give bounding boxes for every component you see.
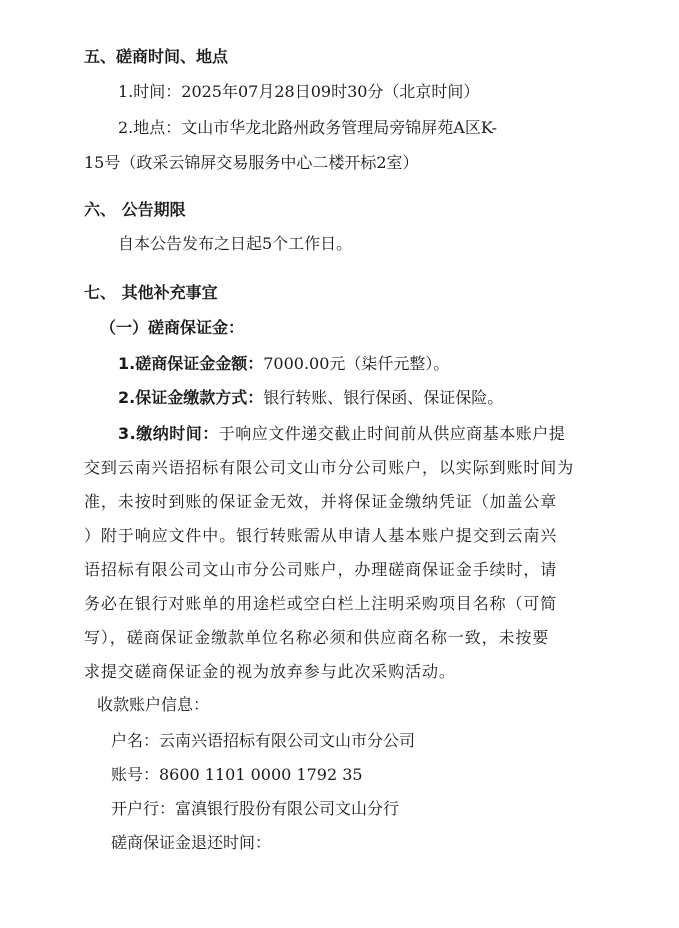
account-name: 户名：云南兴语招标有限公司文山市分公司 [111, 731, 416, 750]
section5-heading: 五、磋商时间、地点 [84, 47, 229, 66]
section6-heading: 六、 公告期限 [84, 200, 186, 219]
deposit-item2-label: 2.保证金缴款方式： [118, 388, 264, 407]
deposit-item2-text: 银行转账、银行保函、保证保险。 [263, 388, 504, 407]
deposit-item3-line: 求提交磋商保证金的视为放弃参与此次采购活动。 [84, 662, 456, 681]
section6-text: 自本公告发布之日起5个工作日。 [118, 234, 353, 253]
deposit-item1-label: 1.磋商保证金金额： [118, 354, 264, 373]
deposit-sub-heading: （一）磋商保证金： [100, 318, 245, 337]
section7-heading: 七、 其他补充事宜 [84, 283, 218, 302]
deposit-item3-line: 语招标有限公司文山市分公司账户，办理磋商保证金手续时，请 [84, 560, 558, 579]
deposit-item3-line: ）附于响应文件中。银行转账需从申请人基本账户提交到云南兴 [84, 526, 558, 545]
section5-place-line2: 15号（政采云锦屏交易服务中心二楼开标2室） [84, 153, 419, 172]
deposit-item3-line: 务必在银行对账单的用途栏或空白栏上注明采购项目名称（可简 [84, 594, 558, 613]
deposit-item2 [118, 387, 503, 409]
deposit-item3 [118, 423, 565, 445]
account-bank: 开户行：富滇银行股份有限公司文山分行 [111, 799, 400, 818]
section5-place-line1: 2.地点：文山市华龙北路州政务管理局旁锦屏苑A区K- [118, 118, 498, 137]
deposit-item3-line: 交到云南兴语招标有限公司文山市分公司账户，以实际到账时间为 [84, 458, 575, 477]
deposit-item3-first: 于响应文件递交截止时间前从供应商基本账户提 [218, 424, 566, 443]
deposit-refund-time: 磋商保证金退还时间： [111, 833, 272, 852]
section5-time: 1.时间：2025年07月28日09时30分（北京时间） [118, 82, 480, 101]
account-heading: 收款账户信息： [97, 695, 210, 714]
deposit-item1-text: 7000.00元（柒仟元整）。 [263, 354, 450, 373]
deposit-item1 [118, 353, 449, 375]
deposit-item3-line: 准，未按时到账的保证金无效，并将保证金缴纳凭证（加盖公章 [84, 492, 558, 511]
deposit-item3-label: 3.缴纳时间： [118, 424, 219, 443]
deposit-item3-line: 写），磋商保证金缴款单位名称必须和供应商名称一致，未按要 [84, 628, 550, 647]
account-number: 账号：8600 1101 0000 1792 35 [111, 765, 363, 784]
